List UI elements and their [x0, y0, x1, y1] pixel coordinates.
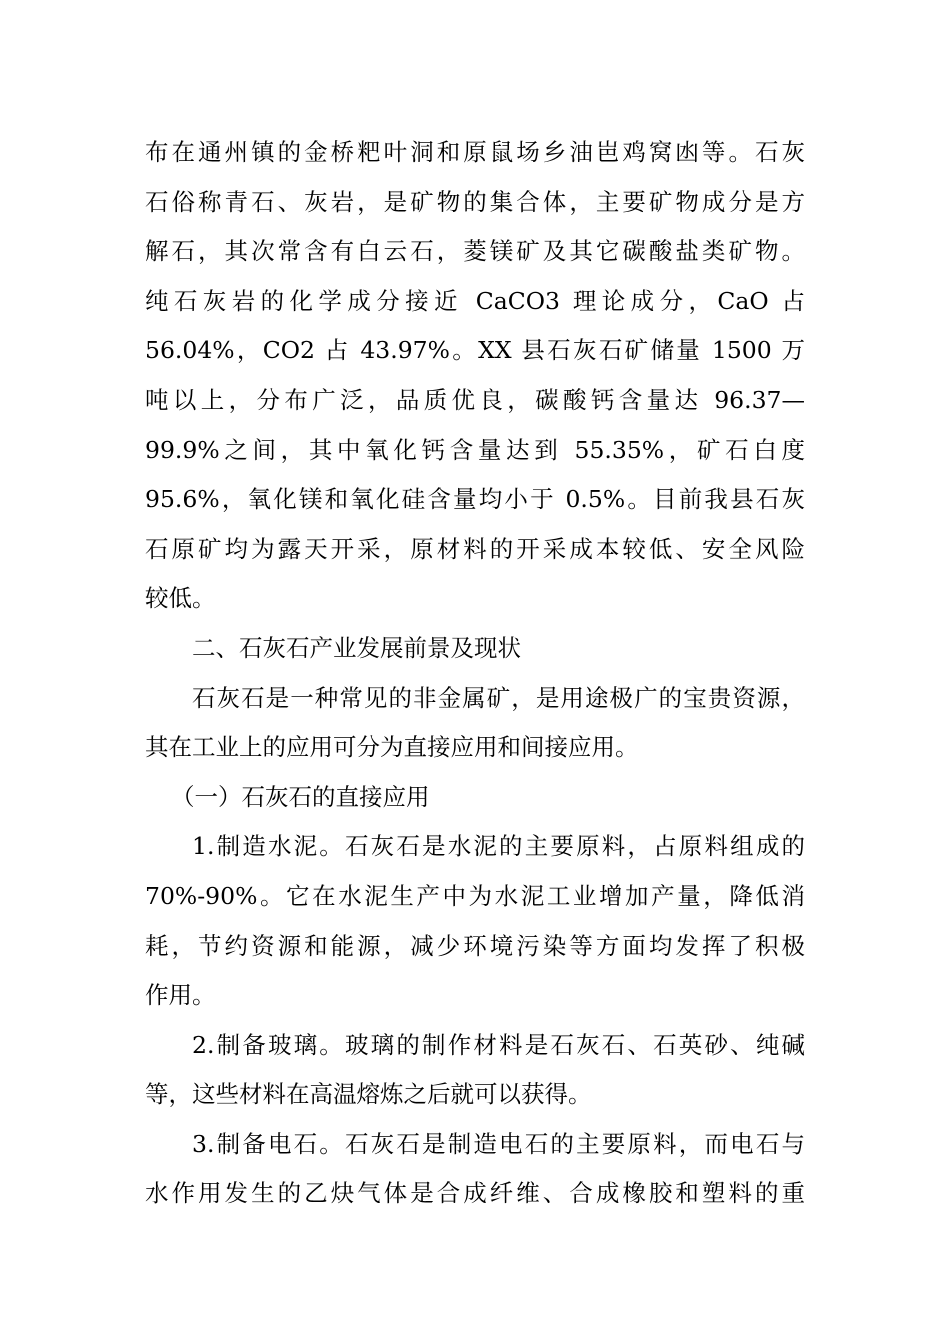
paragraph-glass: [145, 1021, 805, 1120]
text-line: 石灰石是一种常见的非金属矿，是用途极广的宝贵资源，: [192, 683, 805, 712]
text-line: 石原矿均为露天开采，原材料的开采成本较低、安全风险: [145, 534, 805, 563]
text-line: 纯石灰岩的化学成分接近 CaCO3 理论成分，CaO 占: [145, 286, 805, 315]
text-line: 解石，其次常含有白云石，菱镁矿及其它碳酸盐类矿物。: [145, 237, 805, 266]
text-line: 其在工业上的应用可分为直接应用和间接应用。: [145, 733, 639, 762]
text-line: 作用。: [145, 981, 216, 1010]
subsection-heading: （一）石灰石的直接应用: [171, 782, 430, 811]
paragraph-calcium-carbide: [145, 1120, 805, 1219]
text-line: 3.制备电石。石灰石是制造电石的主要原料，而电石与: [192, 1129, 805, 1158]
section-heading-industry-prospects: [145, 624, 805, 674]
paragraph-limestone-resources: [145, 128, 805, 624]
text-line: 较低。: [145, 584, 216, 613]
text-line: 吨以上，分布广泛，品质优良，碳酸钙含量达 96.37—: [145, 385, 805, 414]
text-line: 70%-90%。它在水泥生产中为水泥工业增加产量，降低消: [145, 881, 805, 910]
document-body: [145, 128, 805, 1219]
section-heading: 二、石灰石产业发展前景及现状: [192, 633, 521, 662]
text-line: 等，这些材料在高温熔炼之后就可以获得。: [145, 1080, 592, 1109]
text-line: 2.制备玻璃。玻璃的制作材料是石灰石、石英砂、纯碱: [192, 1030, 805, 1059]
text-line: 水作用发生的乙炔气体是合成纤维、合成橡胶和塑料的重: [145, 1179, 805, 1208]
text-line: 布在通州镇的金桥粑叶洞和原鼠场乡油岜鸡窝凼等。石灰: [145, 138, 805, 166]
text-line: 99.9%之间，其中氧化钙含量达到 55.35%，矿石白度: [145, 435, 805, 464]
text-line: 石俗称青石、灰岩，是矿物的集合体，主要矿物成分是方: [145, 187, 805, 216]
text-line: 耗，节约资源和能源，减少环境污染等方面均发挥了积极: [145, 931, 805, 960]
subsection-heading-direct-application: [145, 773, 805, 823]
paragraph-cement: [145, 822, 805, 1020]
text-line: 1.制造水泥。石灰石是水泥的主要原料，占原料组成的: [192, 832, 805, 861]
text-line: 56.04%，CO2 占 43.97%。XX 县石灰石矿储量 1500 万: [145, 336, 805, 365]
text-line: 95.6%，氧化镁和氧化硅含量均小于 0.5%。目前我县石灰: [145, 485, 805, 514]
paragraph-limestone-intro: [145, 674, 805, 773]
